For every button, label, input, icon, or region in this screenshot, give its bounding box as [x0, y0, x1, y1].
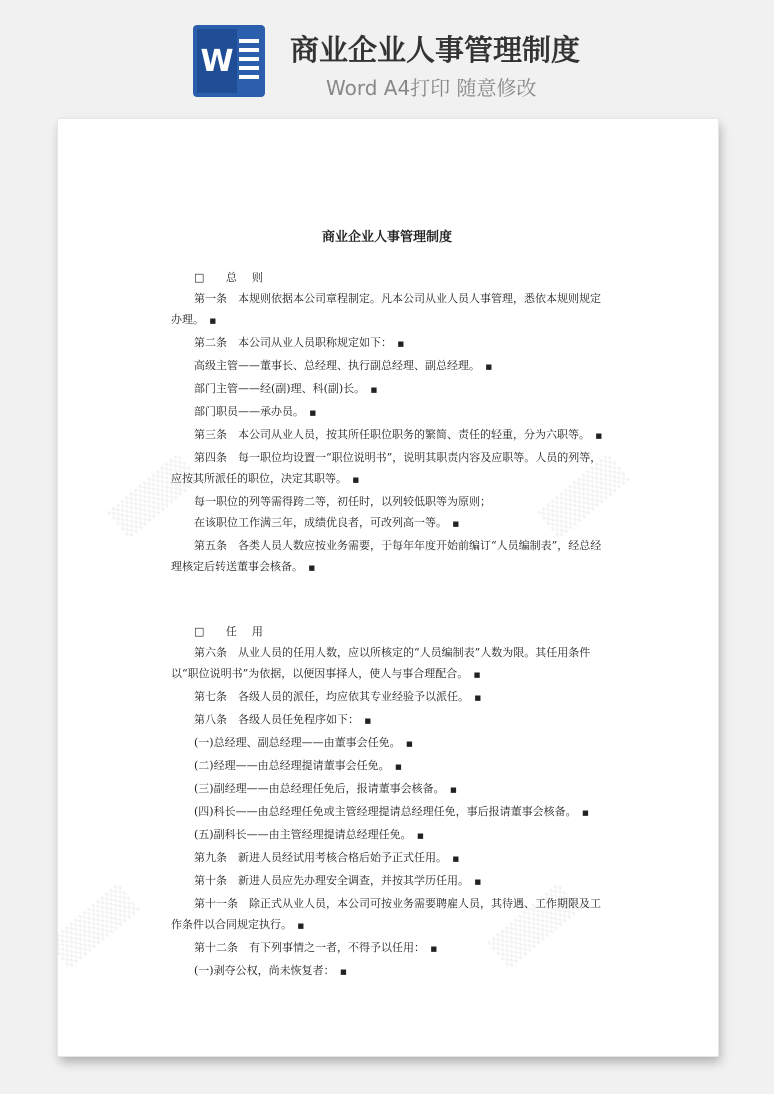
paragraph-mark: ■ [395, 763, 402, 771]
paragraph: 在该职位工作满三年，成绩优良者，可改列高一等。 ■ [194, 516, 460, 529]
banner [0, 0, 774, 110]
paragraph: (一)总经理、副总经理——由董事会任免。 ■ [194, 736, 413, 749]
paragraph: 第六条 从业人员的任用人数，应以所核定的“人员编制表”人数为限。其任用条件以“职位说明书”为依据，以便因事择人，使人与事合理配合。 ■ [171, 646, 591, 680]
paragraph: (二)经理——由总经理提请董事会任免。 ■ [194, 759, 402, 772]
paragraph-mark: ■ [474, 878, 482, 886]
paragraph-mark: ■ [340, 968, 347, 976]
word-icon-letter: W [197, 29, 237, 93]
paragraph: 高级主管——董事长、总经理、执行副总经理、副总经理。 ■ [194, 359, 493, 372]
paragraph: 第十二条 有下列事情之一者，不得予以任用： ■ [194, 941, 438, 954]
document-title: 商业企业人事管理制度 [321, 230, 452, 245]
paragraph: 第五条 各类人员人数应按业务需要，于每年年度开始前编订“人员编制表”，经总经理核定后转送董事会核备。 ■ [171, 539, 602, 573]
paragraph: 第七条 各级人员的派任，均应依其专业经验予以派任。 ■ [194, 690, 482, 703]
watermark [58, 883, 141, 969]
paragraph-mark: ■ [473, 671, 481, 679]
paragraph-mark: ■ [406, 740, 413, 748]
paragraph-mark: ■ [209, 317, 217, 325]
word-doc-icon [193, 25, 265, 97]
paragraph-mark: ■ [595, 432, 603, 440]
paragraph: 第八条 各级人员任免程序如下： ■ [194, 713, 372, 726]
paragraph: 第九条 新进人员经试用考核合格后始予正式任用。 ■ [194, 851, 460, 864]
banner-title: 商业企业人事管理制度 [290, 33, 581, 67]
paragraph-mark: ■ [308, 564, 316, 572]
paragraph: 每一职位的列等需得跨二等，初任时，以列较低职等为原则； [194, 495, 491, 508]
paragraph-mark: ■ [582, 809, 589, 817]
document-body [171, 227, 603, 983]
paragraph: (五)副科长——由主管经理提请总经理任免。 ■ [194, 828, 424, 841]
paragraph: (四)科长——由总经理任免或主管经理提请总经理任免，事后报请董事会核备。 ■ [194, 805, 589, 818]
paragraph: (三)副经理——由总经理任免后，报请董事会核备。 ■ [194, 782, 457, 795]
banner-subtitle: Word A4打印 随意修改 [326, 76, 537, 100]
paragraph: 第二条 本公司从业人员职称规定如下： ■ [194, 336, 405, 349]
paragraph: 第十一条 除正式从业人员，本公司可按业务需要聘雇人员，其待遇、工作期限及工作条件以合同规定执行。 ■ [171, 897, 601, 931]
paragraph-mark: ■ [297, 922, 305, 930]
paragraph: 第一条 本规则依据本公司章程制定。凡本公司从业人员人事管理，悉依本规则规定办理。 ■ [171, 292, 601, 326]
paragraph-mark: ■ [397, 340, 405, 348]
paragraph-mark: ■ [452, 855, 460, 863]
paragraph: 第十条 新进人员应先办理安全调查，并按其学历任用。 ■ [194, 874, 482, 887]
paragraph-mark: ■ [352, 476, 360, 484]
paragraph-mark: ■ [452, 520, 460, 528]
paragraph-mark: ■ [417, 832, 424, 840]
paragraph: 部门主管——经(副)理、科(副)长。 ■ [194, 382, 378, 395]
paragraph-mark: ■ [364, 717, 372, 725]
section-heading: □ 总 则 [194, 271, 265, 284]
paragraph: (一)剥夺公权，尚未恢复者： ■ [194, 964, 347, 977]
paragraph: 第四条 每一职位均设置一“职位说明书”，说明其职责内容及应职等。人员的列等，应按其所派任的职位，决定其职等。 ■ [171, 451, 602, 485]
paragraph-mark: ■ [450, 786, 457, 794]
paragraph: 部门职员——承办员。 ■ [194, 405, 317, 418]
paragraph-mark: ■ [309, 409, 317, 417]
paragraph-mark: ■ [370, 386, 378, 394]
document-page [58, 119, 718, 1056]
paragraph-mark: ■ [430, 945, 438, 953]
paragraph: 第三条 本公司从业人员，按其所任职位职务的繁简、责任的轻重，分为六职等。 ■ [194, 428, 603, 441]
paragraph-mark: ■ [485, 363, 493, 371]
paragraph-mark: ■ [474, 694, 482, 702]
word-icon-lines [239, 39, 259, 84]
section-heading: □ 任 用 [194, 625, 265, 638]
